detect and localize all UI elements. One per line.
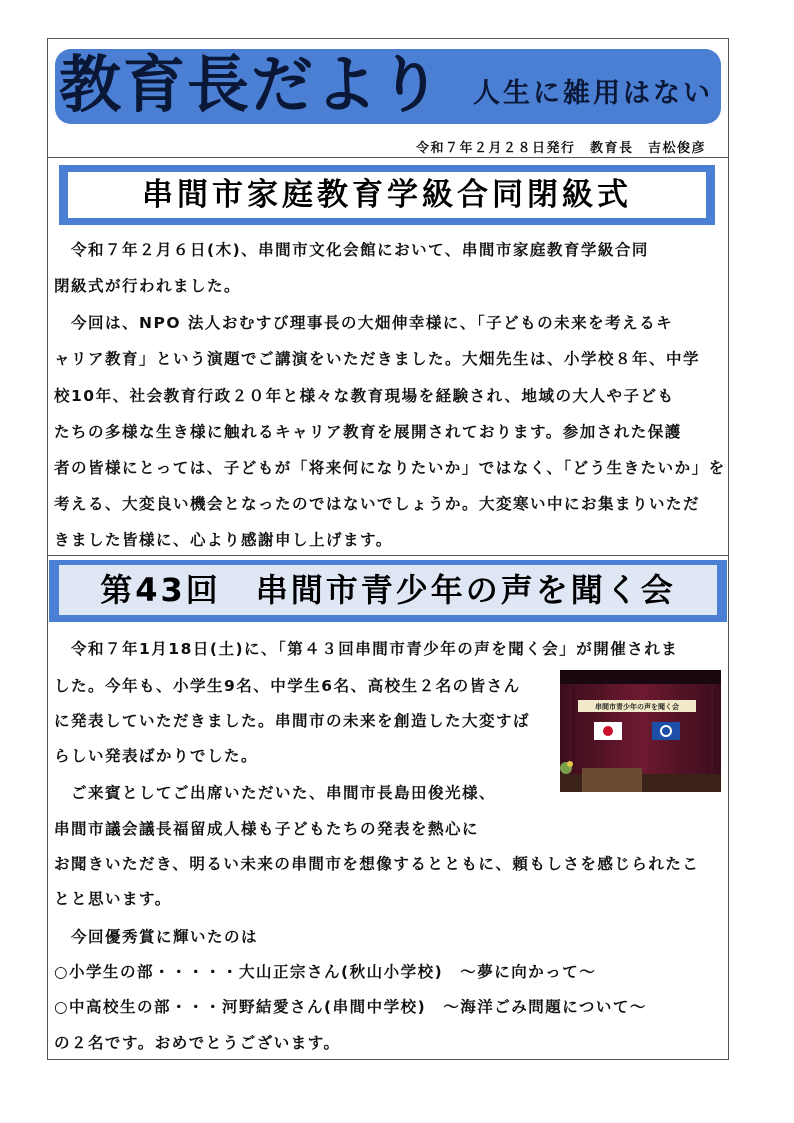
section2-line: 令和７年1月18日(土)に、「第４３回串間市青少年の声を聞く会」が開催されま bbox=[54, 640, 679, 658]
section1-heading-box bbox=[59, 165, 715, 225]
section2-line: 串間市議会議長福留成人様も子どもたちの発表を熱心に bbox=[54, 820, 480, 838]
motto: 人生に雑用はない bbox=[473, 78, 713, 109]
award-elementary: ○小学生の部・・・・・大山正宗さん(秋山小学校) ～夢に向かって～ bbox=[54, 963, 597, 981]
section2-line: とと思います。 bbox=[54, 890, 172, 908]
section1-line: きました皆様に、心より感謝申し上げます。 bbox=[54, 531, 393, 549]
masthead bbox=[55, 49, 721, 124]
stage-top bbox=[560, 670, 721, 684]
stage-banner-text: 串間市青少年の声を聞く会 bbox=[595, 703, 679, 711]
section2-line: 今回優秀賞に輝いたのは bbox=[54, 928, 259, 946]
section2-heading-box bbox=[49, 560, 727, 622]
section1-line: 校10年、社会教育行政２０年と様々な教育現場を経験され、地域の大人や子ども bbox=[54, 387, 675, 405]
section2-heading: 第43回 串間市青少年の声を聞く会 bbox=[59, 565, 717, 615]
award-secondary: ○中高校生の部・・・河野結愛さん(串間中学校) ～海洋ごみ問題について～ bbox=[54, 998, 647, 1016]
section1-line: 令和７年２月６日(木)、串間市文化会館において、串間市家庭教育学級合同 bbox=[54, 241, 649, 259]
section2-line: の２名です。おめでとうございます。 bbox=[54, 1034, 341, 1052]
section2-line: した。今年も、小学生9名、中学生6名、高校生２名の皆さん bbox=[54, 677, 521, 695]
section2-line: らしい発表ばかりでした。 bbox=[54, 747, 259, 765]
city-flag bbox=[652, 722, 680, 740]
section1-line: ャリア教育」という演題でご講演をいただきました。大畑先生は、小学校８年、中学 bbox=[54, 350, 701, 368]
event-photo-illustration bbox=[560, 670, 721, 792]
divider-header bbox=[47, 157, 729, 158]
newsletter-title: 教育長だより bbox=[59, 49, 444, 121]
section1-line: 考える、大変良い機会となったのではないでしょうか。大変寒い中にお集まりいただ bbox=[54, 495, 701, 513]
section1-line: 者の皆様にとっては、子どもが「将来何になりたいか」ではなく、「どう生きたいか」を bbox=[54, 459, 726, 477]
section2-line: ご来賓としてご出席いただいた、串間市長島田俊光様、 bbox=[54, 784, 497, 802]
flower bbox=[567, 761, 573, 767]
japan-flag-disc bbox=[603, 726, 613, 736]
divider-section bbox=[47, 555, 729, 556]
podium bbox=[582, 768, 642, 792]
event-photo bbox=[560, 670, 721, 792]
section1-line: 閉級式が行われました。 bbox=[54, 277, 242, 295]
section2-line: に発表していただきました。串間市の未来を創造した大変すば bbox=[54, 712, 531, 730]
issue-line: 令和７年２月２８日発行 教育長 吉松俊彦 bbox=[415, 141, 706, 156]
section1-line: 今回は、NPO 法人おむすび理事長の大畑伸幸様に、「子どもの未来を考えるキ bbox=[54, 314, 674, 332]
section2-line: お聞きいただき、明るい未来の串間市を想像するとともに、頼もしさを感じられたこ bbox=[54, 855, 700, 873]
section1-heading: 串間市家庭教育学級合同閉級式 bbox=[68, 172, 706, 218]
section1-line: たちの多様な生き様に触れるキャリア教育を展開されております。参加された保護 bbox=[54, 423, 682, 441]
